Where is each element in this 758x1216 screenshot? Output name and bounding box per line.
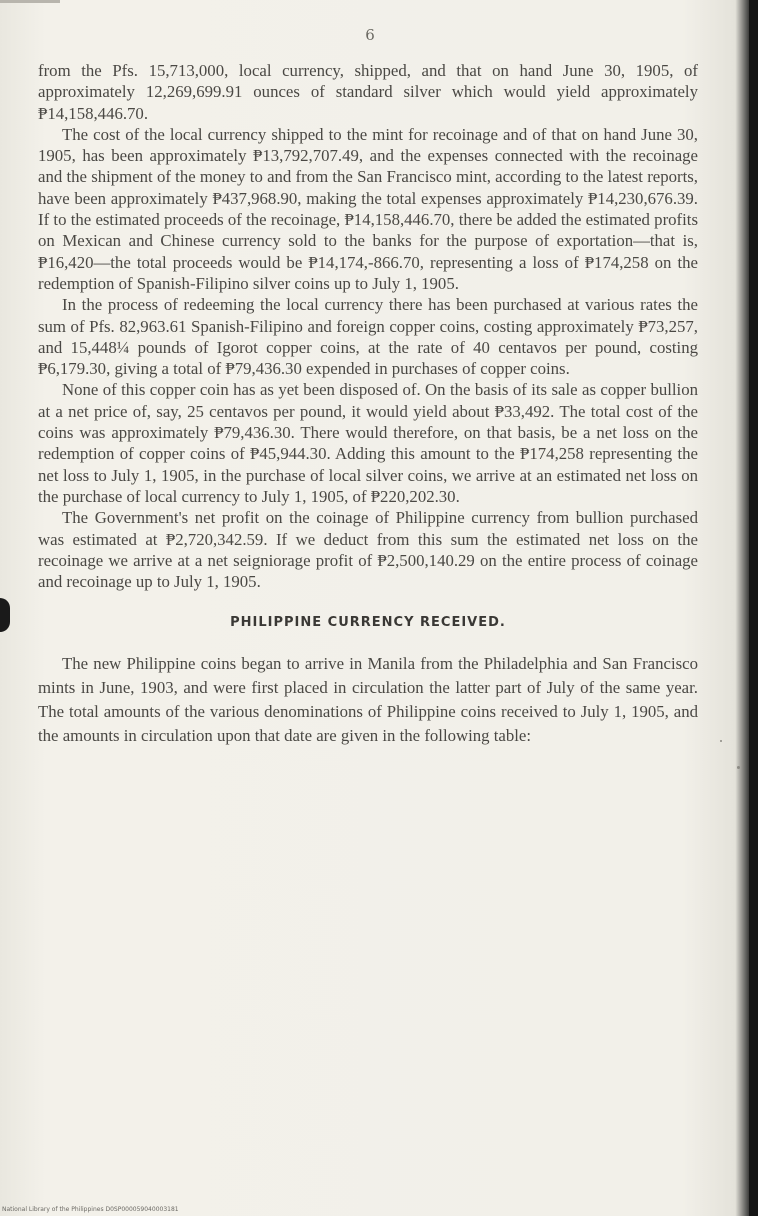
paper-speck	[720, 740, 722, 742]
page-number: 6	[365, 26, 375, 44]
binding-hole	[0, 598, 10, 632]
paragraph-copper-loss: None of this copper coin has as yet been disposed of. On the basis of its sale as copper bullion at a net price of, say, 25 centavos per pound, it would yield about ₱33,492. The total cost of the coins was approximately ₱79,436.30. There would therefore, on that basis, be a net loss on the redemption of copper coins of ₱45,944.30. Adding this amount to the ₱174,258 representing the net loss to July 1, 1905, in the purchase of local silver coins, we arrive at an estimated net loss on the purchase of local currency to July 1, 1905, of ₱220,202.30.	[38, 380, 698, 506]
body-text	[38, 60, 698, 748]
footer-credit: National Library of the Philippines D0SP000059040003181	[2, 1206, 179, 1213]
scan-edge-shadow	[749, 0, 758, 1216]
paragraph-net-profit: The Government's net profit on the coinage of Philippine currency from bullion purchased was estimated at ₱2,720,342.59. If we deduct from this sum the estimated net loss on the recoinage we arrive at a net seigniorage profit of ₱2,500,140.29 on the entire process of coinage and recoinage up to July 1, 1905.	[38, 508, 698, 592]
paragraph-copper-purchase: In the process of redeeming the local currency there has been purchased at various rates the sum of Pfs. 82,963.61 Spanish-Filipino and foreign copper coins, costing approximately ₱73,257, and 15,448¼ pounds of Igorot copper coins, at the rate of 40 centavos per pound, costing ₱6,179.30, giving a total of ₱79,436.30 expended in purchases of copper coins.	[38, 295, 698, 379]
section-heading: PHILIPPINE CURRENCY RECEIVED.	[230, 615, 506, 631]
paragraph-currency-received: The new Philippine coins began to arrive in Manila from the Philadelphia and San Francisco mints in June, 1903, and were first placed in circulation the latter part of July of the same year. The total amounts of the various denominations of Philippine coins received to July 1, 1905, and the amounts in circulation upon that date are given in the following table:	[38, 653, 698, 745]
top-edge-rule	[0, 0, 60, 3]
paper-speck	[737, 766, 740, 769]
paragraph-continuation: from the Pfs. 15,713,000, local currency, shipped, and that on hand June 30, 1905, of approximately 12,269,699.91 ounces of standard silver which would yield approximately ₱14,158,446.70.	[38, 61, 698, 123]
paragraph-cost-of-currency: The cost of the local currency shipped to the mint for recoinage and of that on hand June 30, 1905, has been approximately ₱13,792,707.49, and the expenses connected with the recoinage and the shipment of the money to and from the San Francisco mint, according to the latest reports, have been approximately ₱437,968.90, making the total expenses approximately ₱14,230,676.39. If to the estimated proceeds of the recoinage, ₱14,158,446.70, there be added the estimated profits on Mexican and Chinese currency sold to the banks for the purpose of exportation—that is, ₱16,420—the total proceeds would be ₱14,174,-866.70, representing a loss of ₱174,258 on the redemption of Spanish-Filipino silver coins up to July 1, 1905.	[38, 124, 698, 293]
